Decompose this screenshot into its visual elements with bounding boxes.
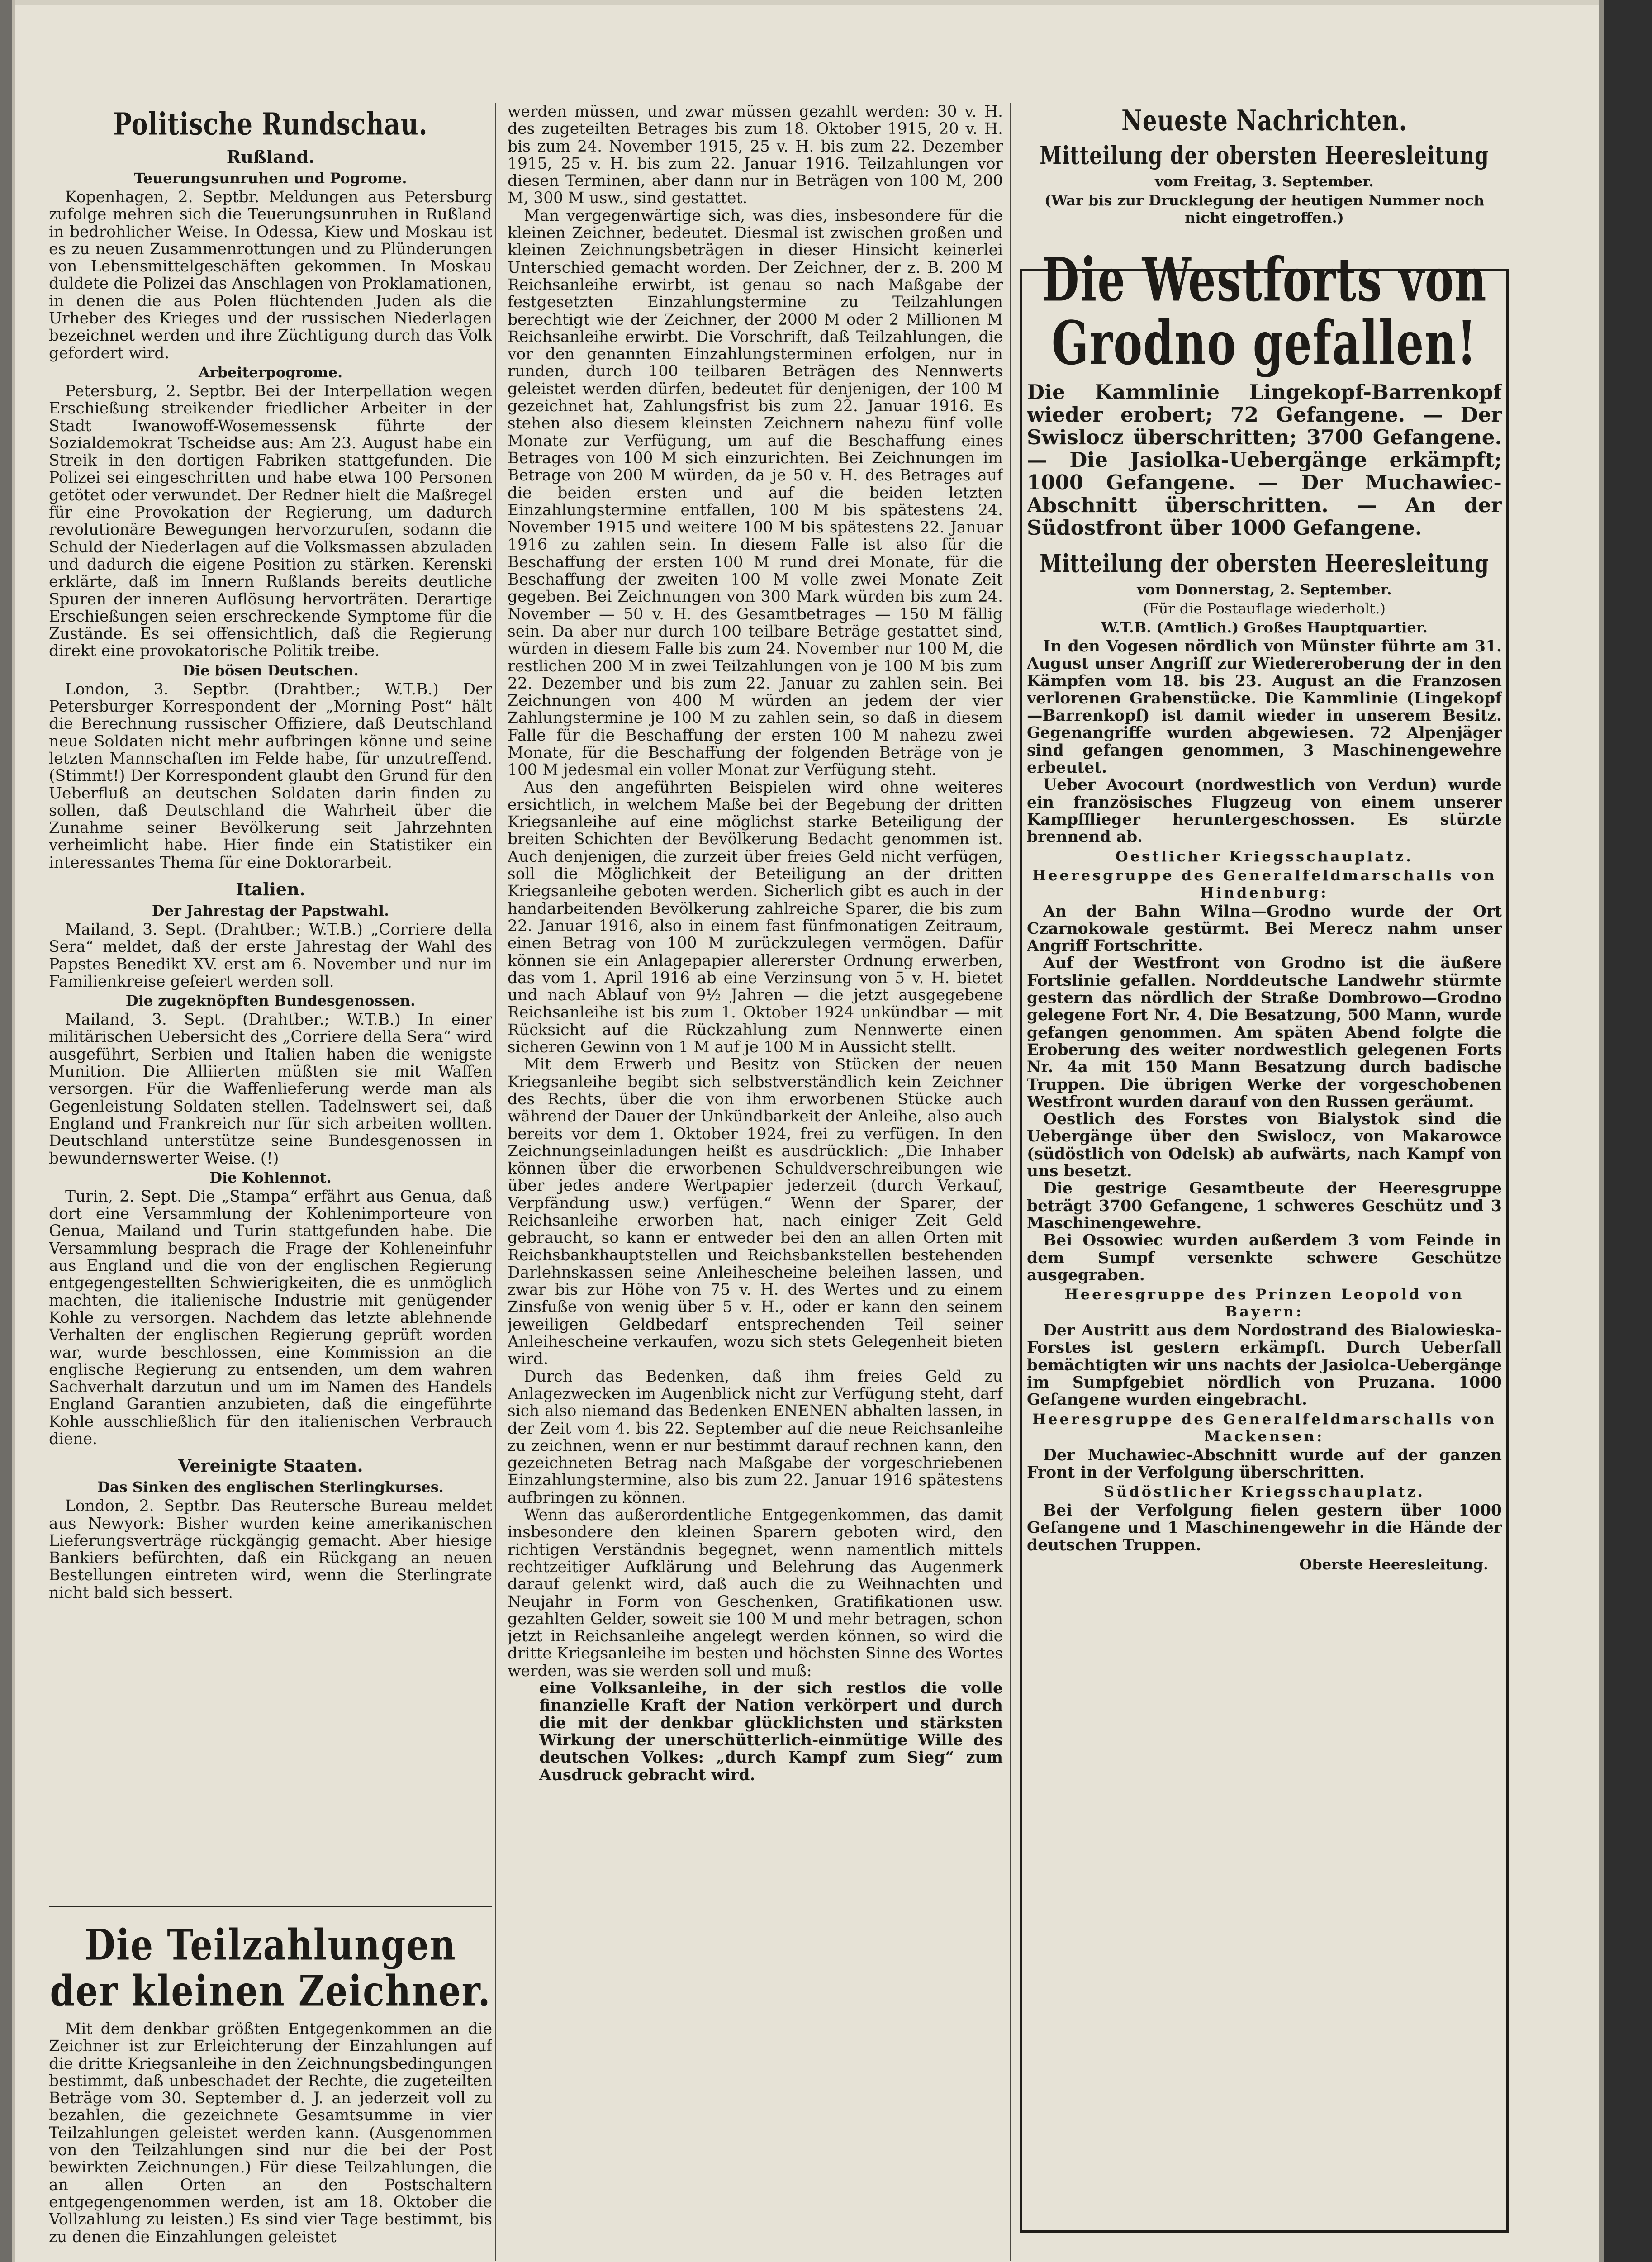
article-quote: eine Volksanleihe, in der sich restlos die volle finanzielle Kraft der Nation verkörpert und durch die mit der denkbar glücklichsten und stärksten Wirkung der unerschütterlich-einmütige Wille des deutschen Volkes: „durch Kampf zum Sieg“ zum Ausdruck gebracht wird. — [539, 1679, 1003, 1784]
headline-summary: Die Kammlinie Lingekopf-Barrenkopf wieder erobert; 72 Gefangene. — Der Swislocz überschritten; 3700 Gefangene. — Die Jasiolka-Uebergänge erkämpft; 1000 Gefangene. — Der Muchawiec-Abschnitt überschritten. — An der Südostfront über 1000 Gefangene. — [1027, 380, 1502, 540]
article-paragraph: Mit dem denkbar größten Entgegenkommen an die Zeichner ist zur Erleichterung der Einzahlungen auf die dritte Kriegsanleihe in den Zeichnungsbedingungen bestimmt, daß unbeschadet der Rechte, die zugeteilten Beträge vom 30. September d. J. an jederzeit voll zu bezahlen, die gezeichnete Gesamtsumme in vier Teilzahlungen geleistet werden kann. (Ausgenommen von den Teilzahlungen sind nur die bei der Post bewirkten Zeichnungen.) Für diese Teilzahlungen, die an allen Orten an den Postschaltern entgegengenommen werden, ist am 18. Oktober die Vollzahlung zu leisten.) Es sind vier Tage bestimmt, bis zu denen die Einzahlungen geleistet — [49, 2020, 492, 2246]
column-politische-rundschau — [49, 106, 492, 1902]
bulletin-note: (War bis zur Drucklegung der heutigen Nummer noch nicht eingetroffen.) — [1044, 192, 1485, 226]
report-paragraph: Ueber Avocourt (nordwestlich von Verdun) wurde ein französisches Flugzeug von einem unserer Kampfflieger heruntergeschossen. Es stürzte brennend ab. — [1027, 776, 1502, 846]
report-subheading: Südöstlicher Kriegsschauplatz. — [1103, 1483, 1425, 1501]
section-title: Politische Rundschau. — [113, 106, 428, 142]
subheading: Der Jahrestag der Papstwahl. — [152, 902, 389, 919]
bulletin-source: W.T.B. (Amtlich.) Großes Hauptquartier. — [1101, 619, 1428, 636]
binding-edge — [12, 0, 15, 2262]
article-paragraph: London, 2. Septbr. Das Reutersche Bureau meldet aus Newyork: Bisher wurden keine amerikanischen Lieferungsverträge rückgängig gemacht. Aber hiesige Bankiers befürchten, daß ein Rückgang an neuen Bestellungen eintreten wird, wenn die Sterlingrate nicht bald sich bessert. — [49, 1497, 492, 1602]
column-teilzahlungen — [49, 1923, 492, 2262]
report-subheading: Oestlicher Kriegsschauplatz. — [1115, 847, 1414, 865]
subheading: Die Kohlennot. — [209, 1169, 332, 1186]
article-paragraph: Mit dem Erwerb und Besitz von Stücken der neuen Kriegsanleihe begibt sich selbstverständlich kein Zeichner des Rechts, über die von ihm erworbenen Stücke auch während der Dauer der Unkündbarkeit der Anleihe, also auch bereits vor dem 1. Oktober 1924, frei zu verfügen. In den Zeichnungseinladungen heißt es ausdrücklich: „Die Inhaber können über die erworbenen Schuldverschreibungen wie über jedes andere Wertpapier jederzeit (durch Verkauf, Verpfändung usw.) verfügen.“ Wenn der Sparer, der Reichsanleihe erworben hat, nach einiger Zeit Geld gebraucht, so kann er entweder bei den an allen Orten mit Reichsbankhauptstellen und Reichsbankstellen bestehenden Darlehnskassen seine Anleihescheine beleihen lassen, und zwar bis zur Höhe von 75 v. H. des Wertes und zu einem Zinsfuße von wenig über 5 v. H., oder er kann den seinem jeweiligen Geldbedarf entsprechenden Teil seiner Anleihescheine verkaufen, wozu sich stets Gelegenheit bieten wird. — [508, 1055, 1003, 1369]
country-heading: Vereinigte Staaten. — [178, 1455, 363, 1476]
article-paragraph: Mailand, 3. Sept. (Drahtber.; W.T.B.) „Corriere della Sera“ meldet, daß der erste Jahrestag der Wahl des Papstes Benedikt XV. erst am 6. November und nur im Familienkreise gefeiert werden soll. — [49, 920, 492, 991]
section-title: Neueste Nachrichten. — [1121, 104, 1407, 137]
article-paragraph: Aus den angeführten Beispielen wird ohne weiteres ersichtlich, in welchem Maße bei der Begebung der dritten Kriegsanleihe auf eine möglichst starke Beteiligung der breiten Schichten der Bevölkerung Bedacht genommen ist. Auch denjenigen, die zurzeit über freies Geld nicht verfügen, soll die Möglichkeit der Beteiligung an der dritten Kriegsanleihe geboten werden. Sicherlich gibt es auch in der handarbeitenden Bevölkerung zahlreiche Sparer, die bis zum 22. Januar 1916, also in einem fast fünfmonatigen Zeitraum, einen Betrag von 100 M zurückzulegen vermögen. Dafür können sie ein Anlagepapier allererster Ordnung erwerben, das vom 1. April 1916 ab eine Verzinsung von 5 v. H. bietet und nach Ablauf von 9½ Jahren — die jetzt ausgegebene Reichsanleihe ist bis zum 1. Oktober 1924 unkündbar — mit Rücksicht auf die Rückzahlung zum Nennwerte einen sicheren Gewinn von 1 M auf je 100 M in Aussicht stellt. — [508, 778, 1003, 1057]
report-subheading: Heeresgruppe des Generalfeldmarschalls von Mackensen: — [1032, 1410, 1497, 1445]
subheading: Das Sinken des englischen Sterlingkurses. — [97, 1478, 444, 1496]
signature: Oberste Heeresleitung. — [1299, 1556, 1488, 1573]
report-paragraph: Auf der Westfront von Grodno ist die äußere Fortslinie gefallen. Norddeutsche Landwehr stürmte gestern das nördlich der Straße Dombrowo—Grodno gelegene Fort Nr. 4. Die Besatzung, 500 Mann, wurde gefangen genommen. Am späten Abend folgte die Eroberung des weiter nordwestlich gelegenen Forts Nr. 4a mit 150 Mann Besatzung durch badische Truppen. Die übrigen Werke der vorgeschobenen Westfront wurden darauf von den Russen geräumt. — [1027, 954, 1502, 1111]
bulletin-title: Mitteilung der obersten Heeresleitung — [1040, 549, 1489, 578]
article-paragraph: Kopenhagen, 2. Septbr. Meldungen aus Petersburg zufolge mehren sich die Teuerungsunruhen in Rußland in bedrohlicher Weise. In Odessa, Kiew und Moskau ist es zu neuen Zusammenrottungen und zu Plünderungen von Lebensmittelgeschäften gekommen. In Moskau duldete die Polizei das Anschlagen von Proklamationen, in denen die aus Polen flüchtenden Juden als die Urheber des Krieges und der russischen Niederlagen bezeichnet werden und ihre Züchtigung durch das Volk gefordert wird. — [49, 188, 492, 362]
report-subheading: Heeresgruppe des Generalfeldmarschalls von Hindenburg: — [1032, 866, 1497, 901]
report-paragraph: Die gestrige Gesamtbeute der Heeresgruppe beträgt 3700 Gefangene, 1 schweres Geschütz und 3 Maschinengewehre. — [1027, 1179, 1502, 1232]
headline-line1: Die Westforts von — [1041, 244, 1487, 315]
subheading: Arbeiterpogrome. — [198, 363, 343, 381]
column-rule-2 — [1010, 103, 1011, 2261]
bulletin-note: (Für die Postauflage wiederholt.) — [1143, 600, 1386, 617]
article-paragraph: Petersburg, 2. Septbr. Bei der Interpellation wegen Erschießung streikender friedlicher Arbeiter in der Stadt Iwanowoff-Wosemessensk führte der Sozialdemokrat Tscheidse aus: Am 23. August habe ein Streik in den dortigen Fabriken stattgefunden. Die Polizei sei eingeschritten und habe etwa 100 Personen getötet oder verwundet. Der Redner hielt die Maßregel für eine Provokation der Regierung, um dadurch revolutionäre Bewegungen hervorzurufen, sodann die Schuld der Niederlagen auf die Volksmassen abzuladen und dadurch die eigene Position zu stärken. Kerenski erklärte, daß im Innern Rußlands bereits deutliche Spuren der inneren Auflösung hervorträten. Derartige Erschießungen seien erschreckende Symptome für die Zustände. Es sei offensichtlich, daß die Regierung direkt eine provokatorische Politik treibe. — [49, 382, 492, 661]
bulletin-title: Mitteilung der obersten Heeresleitung — [1040, 141, 1489, 170]
country-heading: Italien. — [236, 879, 305, 899]
headline-line2: Grodno gefallen! — [1051, 308, 1477, 379]
report-paragraph: Der Austritt aus dem Nordostrand des Bialowieska-Forstes ist gestern erkämpft. Durch Ueberfall bemächtigten wir uns nachts der Jasiolca-Uebergänge im Sumpfgebiet nördlich von Pruzana. 1000 Gefangene wurden eingebracht. — [1027, 1321, 1502, 1409]
subheading: Die zugeknöpften Bundesgenossen. — [125, 992, 416, 1010]
binding-shadow — [0, 0, 12, 2262]
report-paragraph: An der Bahn Wilna—Grodno wurde der Ort Czarnokowale gestürmt. Bei Merecz nahm unser Angriff Fortschritte. — [1027, 902, 1502, 955]
subheading: Die bösen Deutschen. — [182, 661, 359, 679]
bulletin-date: vom Freitag, 3. September. — [1155, 173, 1374, 190]
column-rule-1 — [495, 103, 496, 2261]
report-paragraph: In den Vogesen nördlich von Münster führte am 31. August unser Angriff zur Wiedereroberung der in den Kämpfen vom 18. bis 23. August an die Franzosen verlorenen Grabenstücke. Die Kammlinie (Lingekopf—Barrenkopf) ist damit wieder in unserem Besitz. Gegenangriffe wurden abgewiesen. 72 Alpenjäger sind gefangen genommen, 3 Maschinengewehre erbeutet. — [1027, 637, 1502, 777]
article-paragraph: Turin, 2. Sept. Die „Stampa“ erfährt aus Genua, daß dort eine Versammlung der Kohlenimporteure von Genua, Mailand und Turin stattgefunden habe. Die Versammlung besprach die Frage der Kohleneinfuhr aus England und die von der englischen Regierung entgegengestellten Schwierigkeiten, die es unmöglich machten, die italienische Industrie mit genügender Kohle zu versorgen. Nachdem das letzte ablehnende Verhalten der englischen Regierung geprüft worden war, wurde beschlossen, eine Kommission an die englische Regierung zu entsenden, um dem wahren Sachverhalt darzutun und um im Namen des Handels England Garantien anzubieten, daß die eingeführte Kohle ausschließlich für den italienischen Verbrauch diene. — [49, 1187, 492, 1448]
scan-background — [1604, 0, 1652, 2262]
report-paragraph: Bei Ossowiec wurden außerdem 3 vom Feinde in dem Sumpf versenkte schwere Geschütze ausgegraben. — [1027, 1231, 1502, 1284]
article-headline-line1: Die Teilzahlungen — [85, 1923, 456, 1970]
column-teilzahlungen-continued — [508, 103, 1003, 2262]
country-heading: Rußland. — [226, 147, 315, 167]
article-paragraph: werden müssen, und zwar müssen gezahlt werden: 30 v. H. des zugeteilten Betrages bis zum 18. Oktober 1915, 20 v. H. bis zum 24. November 1915, 25 v. H. bis zum 22. Dezember 1915, 25 v. H. bis zum 22. Januar 1916. Teilzahlungen vor diesen Terminen, aber dann nur in Beträgen von 100 M, 200 M, 300 M usw., sind gestattet. — [508, 103, 1003, 208]
report-paragraph: Oestlich des Forstes von Bialystok sind die Uebergänge über den Swislocz, von Makarowce (südöstlich von Odelsk) ab aufwärts, nach Kampf von uns besetzt. — [1027, 1110, 1502, 1181]
page-top-edge — [0, 0, 1604, 5]
article-paragraph: London, 3. Septbr. (Drahtber.; W.T.B.) Der Petersburger Korrespondent der „Morning Post“ hält die Berechnung russischer Offiziere, daß Deutschland neue Soldaten nicht mehr aufbringen könne und seine letzten Mannschaften im Felde habe, für unzutreffend. (Stimmt!) Der Korrespondent glaubt den Grund für den Ueberfluß an deutschen Soldaten darin finden zu sollen, daß Deutschland die Wahrheit über die Zunahme seiner Bevölkerung seit Jahrzehnten verheimlicht habe. Hier finde ein Statistiker ein interessantes Thema für eine Doktorarbeit. — [49, 680, 492, 872]
report-paragraph: Der Muchawiec-Abschnitt wurde auf der ganzen Front in der Verfolgung überschritten. — [1027, 1446, 1502, 1482]
section-rule — [49, 1906, 492, 1907]
article-paragraph: Durch das Bedenken, daß ihm freies Geld zu Anlagezwecken im Augenblick nicht zur Verfügung steht, darf sich also niemand das Bedenken ENENEN abhalten lassen, in der Zeit vom 4. bis 22. September auf die neue Reichsanleihe zu zeichnen, wenn er nur bestimmt darauf rechnen kann, den gezeichneten Betrag nach Maßgabe der vorgeschriebenen Einzahlungstermine, also bis zum 22. Januar 1916 spätestens aufbringen zu können. — [508, 1367, 1003, 1507]
report-paragraph: Bei der Verfolgung fielen gestern über 1000 Gefangene und 1 Maschinengewehr in die Hände der deutschen Truppen. — [1027, 1502, 1502, 1554]
article-paragraph: Mailand, 3. Sept. (Drahtber.; W.T.B.) In einer militärischen Uebersicht des „Corriere della Sera“ wird ausgeführt, Serbien und Italien haben die wenigste Munition. Die Alliierten müßten sie mit Waffen versorgen. Für die Waffenlieferung werde man als Gegenleistung Soldaten stellen. Tadelnswert sei, daß England und Frankreich nur für sich arbeiten wollten. Deutschland unterstütze seine Bundesgenossen in bewundernswerter Weise. (!) — [49, 1011, 492, 1168]
article-paragraph: Man vergegenwärtige sich, was dies, insbesondere für die kleinen Zeichner, bedeutet. Diesmal ist zwischen großen und kleinen Zeichnungsbeträgen in dieser Hinsicht keinerlei Unterschied gemacht worden. Der Zeichner, der z. B. 200 M Reichsanleihe erwirbt, ist genau so nach Maßgabe der festgesetzten Einzahlungstermine zu Teilzahlungen berechtigt wie der Zeichner, der 2000 M oder 2 Millionen M Reichsanleihe erwirbt. Die Vorschrift, daß Teilzahlungen, die vor den genannten Einzahlungsterminen erfolgen, nur in runden, durch 100 teilbaren Beträgen des Nennwerts geleistet werden dürfen, bedeutet für denjenigen, der 100 M gezeichnet hat, Zahlungsfrist bis zum 22. Januar 1916. Es stehen also diesem kleinsten Zeichnern nahezu fünf volle Monate zur Verfügung, um auf die Beschaffung eines Betrages von 100 M sich einzurichten. Bei Zeichnungen im Betrage von 200 M würden, da je 50 v. H. des Betrages auf die beiden ersten und auf die beiden letzten Einzahlungstermine entfallen, 100 M bis spätestens 24. November 1915 und weitere 100 M bis spätestens 22. Januar 1916 zu zahlen sein. In diesem Falle ist also für die Beschaffung der ersten 100 M rund drei Monate, für die Beschaffung der zweiten 100 M volle zwei Monate Zeit gegeben. Bei Zeichnungen von 300 Mark würden bis zum 24. November — 50 v. H. des Gesamtbetrages — 150 M fällig sein. Da aber nur durch 100 teilbare Beträge gestattet sind, würden in diesem Falle bis zum 24. November nur 100 M, die restlichen 200 M in zwei Teilzahlungen von je 100 M bis zum 22. Dezember und bis zum 22. Januar zu zahlen sein. Bei Zeichnungen von 400 M würden an jedem der vier Zahlungstermine je 100 M zu zahlen sein, so daß in diesem Falle für die Beschaffung der ersten 100 M nahezu zwei Monate, für die Beschaffung der folgenden Beträge von je 100 M jedesmal ein voller Monat zur Verfügung steht. — [508, 206, 1003, 779]
subheading: Teuerungsunruhen und Pogrome. — [134, 170, 407, 187]
article-paragraph: Wenn das außerordentliche Entgegenkommen, das damit insbesondere den kleinen Sparern geboten wird, den richtigen Verständnis begegnet, wenn namentlich mittels rechtzeitiger Aufklärung und Belehrung das Augenmerk darauf gelenkt wird, daß auch die zu Weihnachten und Neujahr in Form von Geschenken, Gratifikationen usw. gezahlten Gelder, soweit sie 100 M und mehr betragen, schon jetzt in Reichsanleihe angelegt werden können, so wird die dritte Kriegsanleihe im besten und höchsten Sinne des Wortes werden, was sie werden soll und muß: — [508, 1506, 1003, 1680]
article-headline-line2: der kleinen Zeichner. — [50, 1967, 491, 2016]
bulletin-date: vom Donnerstag, 2. September. — [1137, 581, 1392, 598]
column-neueste-nachrichten — [1027, 103, 1502, 2262]
report-subheading: Heeresgruppe des Prinzen Leopold von Bayern: — [1064, 1286, 1464, 1321]
